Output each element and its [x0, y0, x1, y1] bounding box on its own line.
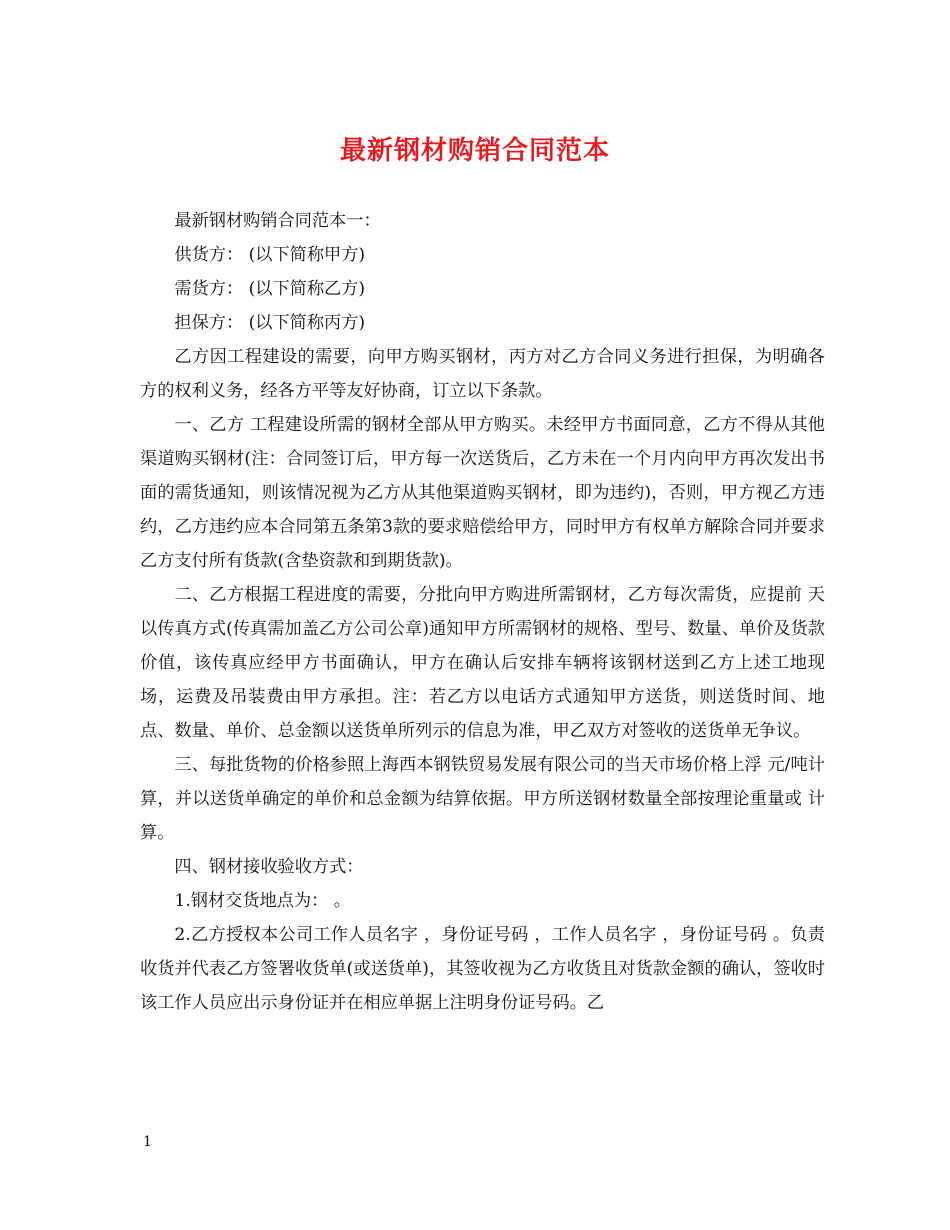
paragraph: 一、乙方 工程建设所需的钢材全部从甲方购买。未经甲方书面同意，乙方不得从其他渠道购买钢材(注：合同签订后，甲方每一次送货后，乙方未在一个月内向甲方再次发出书面的需货通知，则该情况视为乙方从其他渠道购买钢材，即为违约)，否则，甲方视乙方违约，乙方违约应本合同第五条第3款的要求赔偿给甲方，同时甲方有权单方解除合同并要求乙方支付所有货款(含垫资款和到期货款)。	[140, 415, 825, 571]
paragraph: 担保方： (以下简称丙方)	[174, 313, 366, 333]
paragraph: 需货方： (以下简称乙方)	[174, 279, 366, 299]
document-title: 最新钢材购销合同范本	[339, 136, 610, 166]
page-number: 1	[143, 1134, 152, 1150]
paragraph: 2.乙方授权本公司工作人员名字 ，身份证号码 ，工作人员名字 ，身份证号码 。负责收货并代表乙方签署收货单(或送货单)，其签收视为乙方收货且对货款金额的确认，签收时该工作人员应出示身份证并在相应单据上注明身份证号码。乙	[140, 925, 825, 1013]
paragraph: 四、钢材接收验收方式：	[174, 857, 364, 877]
paragraph: 1.钢材交货地点为： 。	[174, 891, 351, 911]
paragraph: 最新钢材购销合同范本一：	[174, 211, 381, 231]
paragraph: 二、乙方根据工程进度的需要，分批向甲方购进所需钢材，乙方每次需货，应提前 天以传真方式(传真需加盖乙方公司公章)通知甲方所需钢材的规格、型号、数量、单价及货款价值，该传真应经甲方书面确认，甲方在确认后安排车辆将该钢材送到乙方上述工地现场，运费及吊装费由甲方承担。注：若乙方以电话方式通知甲方送货，则送货时间、地点、数量、单价、总金额以送货单所列示的信息为准，甲乙双方对签收的送货单无争议。	[140, 585, 825, 741]
paragraph: 供货方： (以下简称甲方)	[174, 245, 366, 265]
document-body	[140, 204, 825, 1020]
paragraph: 三、每批货物的价格参照上海西本钢铁贸易发展有限公司的当天市场价格上浮 元/吨计算，并以送货单确定的单价和总金额为结算依据。甲方所送钢材数量全部按理论重量或 计算。	[140, 755, 825, 843]
paragraph: 乙方因工程建设的需要，向甲方购买钢材，丙方对乙方合同义务进行担保，为明确各方的权利义务，经各方平等友好协商，订立以下条款。	[140, 347, 825, 401]
